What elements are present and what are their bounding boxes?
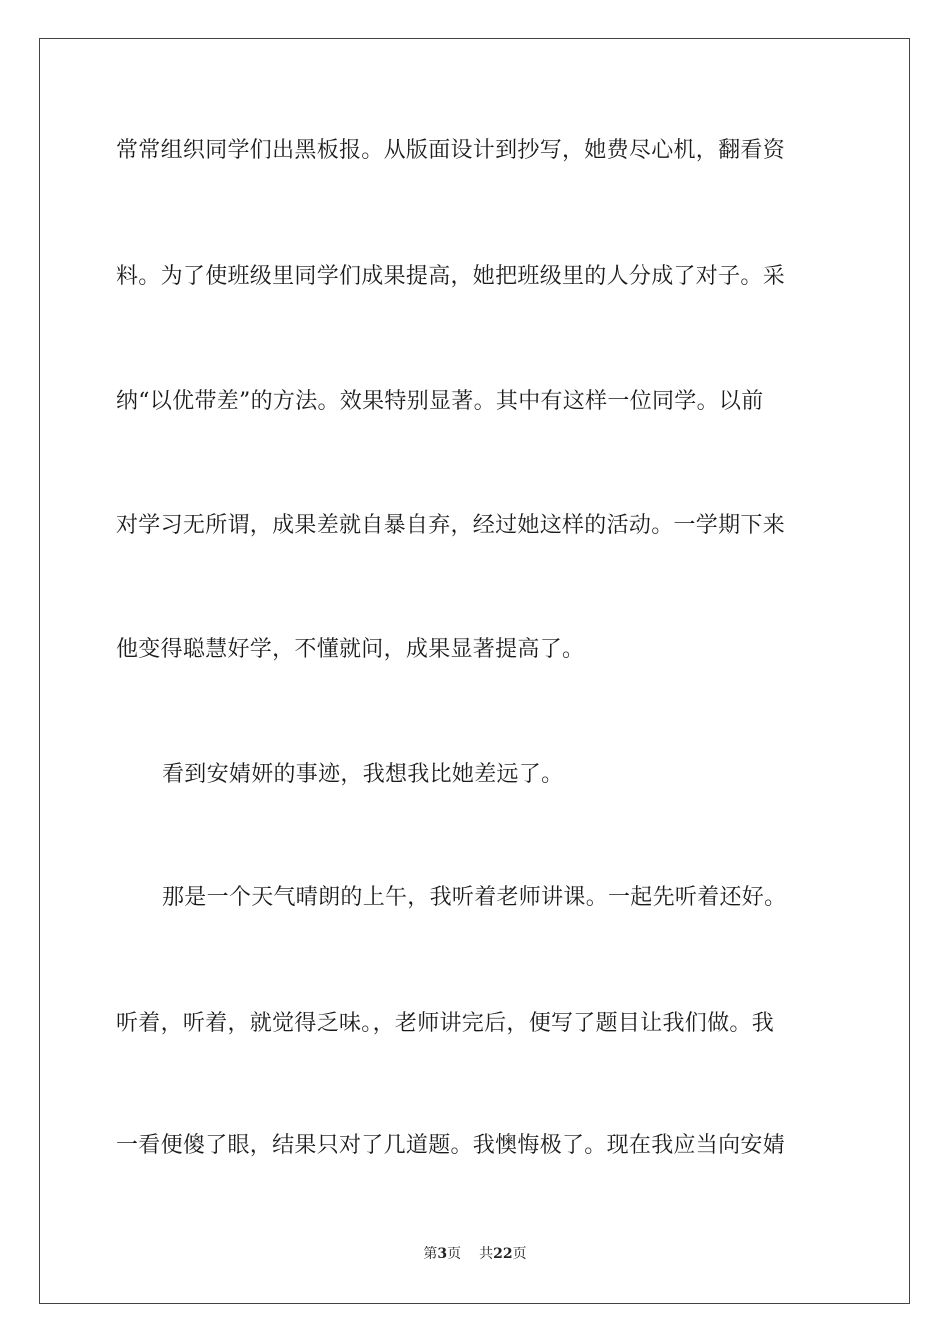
page-border [39,38,910,1304]
text-line: 一看便傻了眼，结果只对了几道题。我懊悔极了。现在我应当向安婧 [116,1133,786,1158]
text-line: 常常组织同学们出黑板报。从版面设计到抄写，她费尽心机，翻看资 [116,138,786,163]
text-line: 对学习无所谓，成果差就自暴自弃，经过她这样的活动。一学期下来 [116,513,786,538]
text-line: 听着，听着，就觉得乏味。，老师讲完后，便写了题目让我们做。我 [116,1011,775,1036]
page-label-prefix: 第 [423,1246,438,1262]
page-footer [0,1244,950,1264]
total-page-count: 22 [493,1246,513,1262]
current-page-number: 3 [437,1246,448,1262]
total-label-prefix: 共 [479,1246,494,1262]
total-label-suffix: 页 [512,1246,527,1262]
paragraph-first-line: 那是一个天气晴朗的上午，我听着老师讲课。一起先听着还好。 [162,885,787,910]
text-line: 料。为了使班级里同学们成果提高，她把班级里的人分成了对子。采 [116,264,786,289]
text-line: 纳“以优带差”的方法。效果特别显著。其中有这样一位同学。以前 [116,389,764,414]
page-label-suffix: 页 [447,1246,462,1262]
text-line: 他变得聪慧好学，不懂就问，成果显著提高了。 [116,637,585,662]
paragraph-first-line: 看到安婧妍的事迹，我想我比她差远了。 [162,762,564,787]
